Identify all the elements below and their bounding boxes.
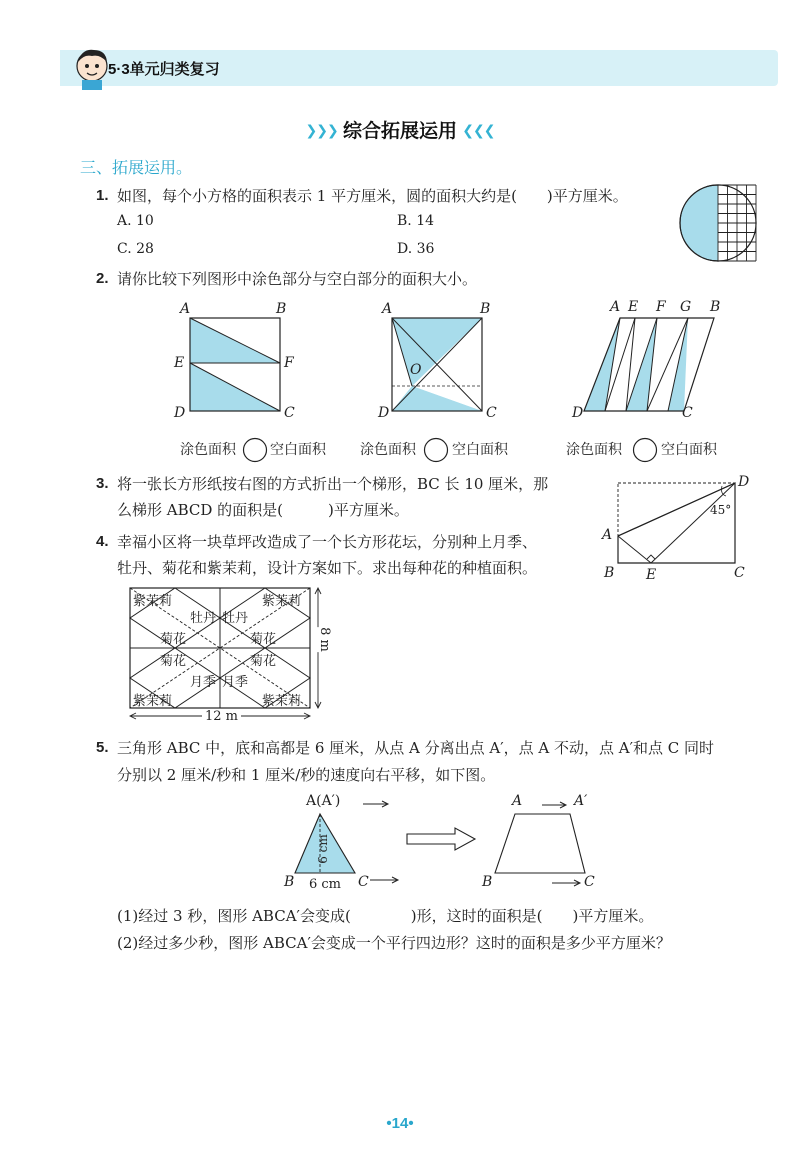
q5-height-label: 6 cm xyxy=(315,834,330,864)
section-title xyxy=(0,116,800,143)
fig1-label-f: F xyxy=(284,355,294,371)
header-title: 5·3单元归类复习 xyxy=(108,61,220,78)
q3-label-b: B xyxy=(604,565,615,581)
q2-figure-1 xyxy=(190,318,290,413)
fig1-label-b: B xyxy=(276,301,287,317)
q1-text: 如图，每个小方格的面积表示 1 平方厘米，圆的面积大约是( )平方厘米。 xyxy=(117,187,628,205)
q3-label-c: C xyxy=(734,565,745,581)
flower-zimoli-3: 紫茉莉 xyxy=(133,694,173,709)
fig3-label-c: C xyxy=(682,405,693,421)
q5-sub1: (1)经过 3 秒，图形 ABCA′会变成( )形，这时的面积是( )平方厘米。 xyxy=(117,907,654,925)
q5-number: 5. xyxy=(96,739,109,756)
q4-number: 4. xyxy=(96,533,109,550)
fig2-label-a: A xyxy=(382,301,393,317)
fig2-label-o: O xyxy=(410,362,422,378)
fig3-label-a: A xyxy=(610,299,621,315)
fig3-compare-right: 空白面积 xyxy=(661,442,717,458)
fig2-label-c: C xyxy=(486,405,497,421)
q3-line1: 将一张长方形纸按右图的方式折出一个梯形，BC 长 10 厘米，那 xyxy=(117,475,549,493)
q4-line2: 牡丹、菊花和紫茉莉，设计方案如下。求出每种花的种植面积。 xyxy=(117,559,538,577)
fig2-compare-circle[interactable] xyxy=(423,437,449,463)
fig3-label-b: B xyxy=(710,299,721,315)
q3-label-angle: 45° xyxy=(710,503,732,517)
fig1-compare-right: 空白面积 xyxy=(270,442,326,458)
q2-text: 请你比较下列图形中涂色部分与空白部分的面积大小。 xyxy=(117,270,478,288)
fig1-label-e: E xyxy=(174,355,185,371)
q5-base-label: 6 cm xyxy=(309,877,342,892)
mascot-avatar xyxy=(72,42,112,90)
q1-option-d: D. 36 xyxy=(397,241,435,257)
q5-sub2: (2)经过多少秒，图形 ABCA′会变成一个平行四边形？这时的面积是多少平方厘米？ xyxy=(117,934,671,952)
q5-label-c-left: C xyxy=(358,874,369,890)
q2-number: 2. xyxy=(96,270,109,287)
flower-juhua-1: 菊花 xyxy=(160,632,187,647)
arrows-right-icon: ❮❮❮ xyxy=(462,122,495,138)
q3-line2: 么梯形 ABCD 的面积是( )平方厘米。 xyxy=(117,501,409,519)
fig2-compare-left: 涂色面积 xyxy=(360,442,416,458)
q1-number: 1. xyxy=(96,187,109,204)
part-heading: 三、拓展运用。 xyxy=(80,160,193,177)
q3-label-e: E xyxy=(646,567,657,583)
q1-option-a: A. 10 xyxy=(117,213,154,229)
flower-yueji-1: 月季 xyxy=(190,675,217,690)
q4-line1: 幸福小区将一块草坪改造成了一个长方形花坛，分别种上月季、 xyxy=(117,533,538,551)
q5-label-b-right: B xyxy=(482,874,493,890)
q3-label-a: A xyxy=(602,527,613,543)
q1-option-c: C. 28 xyxy=(117,241,154,257)
fig1-label-c: C xyxy=(284,405,295,421)
q5-label-a-aprime: A(A′) xyxy=(306,793,341,809)
fig1-label-a: A xyxy=(180,301,191,317)
arrows-left-icon: ❯❯❯ xyxy=(305,122,338,138)
fig3-compare-circle[interactable] xyxy=(632,437,658,463)
q5-label-a-right: A xyxy=(512,793,523,809)
section-title-text: 综合拓展运用 xyxy=(342,121,457,142)
fig3-compare-left: 涂色面积 xyxy=(566,442,622,458)
page-number: •14• xyxy=(386,1115,414,1132)
flower-juhua-2: 菊花 xyxy=(250,632,277,647)
q5-label-aprime-right: A′ xyxy=(574,793,588,809)
fig2-label-d: D xyxy=(378,405,390,421)
q5-line1: 三角形 ABC 中，底和高都是 6 厘米，从点 A 分离出点 A′，点 A 不动，点 A′和点 C 同时 xyxy=(117,739,714,757)
q3-number: 3. xyxy=(96,475,109,492)
fig2-label-b: B xyxy=(480,301,491,317)
fig3-label-e: E xyxy=(628,299,639,315)
q4-width-label: 12 m xyxy=(202,709,241,724)
flower-mudan-2: 牡丹 xyxy=(222,611,249,626)
flower-juhua-4: 菊花 xyxy=(250,654,277,669)
q2-figure-2 xyxy=(392,318,492,413)
fig1-compare-left: 涂色面积 xyxy=(180,442,236,458)
q1-circle-grid-figure xyxy=(676,180,766,266)
fig3-label-f: F xyxy=(656,299,666,315)
flower-zimoli-1: 紫茉莉 xyxy=(133,594,173,609)
q1-option-b: B. 14 xyxy=(397,213,435,229)
q3-trapezoid-figure xyxy=(614,480,739,565)
fig2-compare-right: 空白面积 xyxy=(452,442,508,458)
flower-zimoli-4: 紫茉莉 xyxy=(262,694,302,709)
q5-label-b-left: B xyxy=(284,874,295,890)
fig1-label-d: D xyxy=(174,405,186,421)
fig3-label-g: G xyxy=(680,299,692,315)
flower-mudan-1: 牡丹 xyxy=(190,611,217,626)
flower-zimoli-2: 紫茉莉 xyxy=(262,594,302,609)
fig3-label-d: D xyxy=(572,405,584,421)
q5-line2: 分别以 2 厘米/秒和 1 厘米/秒的速度向右平移，如下图。 xyxy=(117,766,496,784)
q5-triangle-figure xyxy=(290,795,410,890)
flower-yueji-2: 月季 xyxy=(222,675,249,690)
q5-label-c-right: C xyxy=(584,874,595,890)
flower-juhua-3: 菊花 xyxy=(160,654,187,669)
q5-transform-arrow-icon xyxy=(405,826,477,852)
q4-height-label: 8 m xyxy=(316,627,332,652)
q2-figure-3 xyxy=(584,318,724,413)
fig1-compare-circle[interactable] xyxy=(242,437,268,463)
q3-label-d: D xyxy=(738,474,750,490)
